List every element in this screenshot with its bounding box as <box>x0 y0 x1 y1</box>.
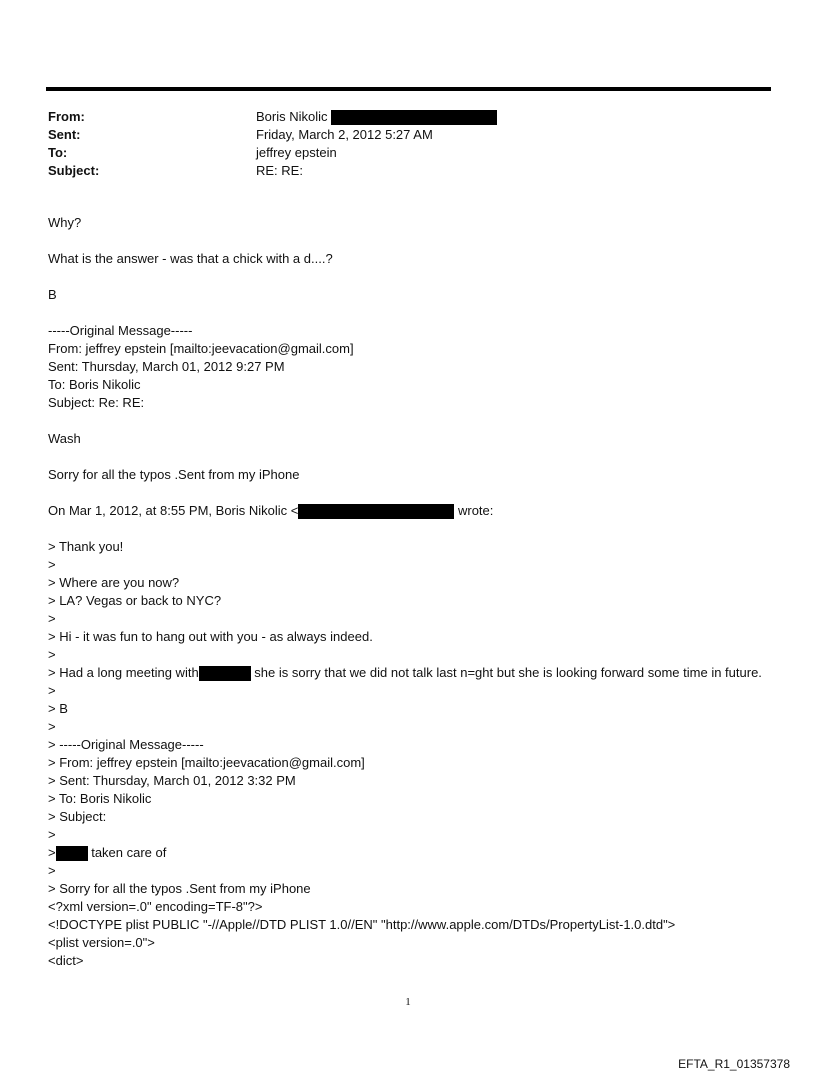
quoted-to: > To: Boris Nikolic <box>48 791 152 806</box>
sent-label: Sent: <box>48 127 81 142</box>
quoted-line: > Where are you now? <box>48 575 180 590</box>
quoted-sent: > Sent: Thursday, March 01, 2012 3:32 PM <box>48 773 296 788</box>
body-line: B <box>48 287 57 302</box>
original-subject: Subject: Re: RE: <box>48 395 145 410</box>
on-date-wrote-line: On Mar 1, 2012, at 8:55 PM, Boris Nikolic < wrote: <box>48 503 494 518</box>
redaction-block <box>199 666 251 681</box>
xml-line: <plist version=.0"> <box>48 935 155 950</box>
quoted-line: > LA? Vegas or back to NYC? <box>48 593 222 608</box>
email-header <box>48 108 768 180</box>
quoted-line: > <box>48 863 56 878</box>
original-to: To: Boris Nikolic <box>48 377 141 392</box>
quoted-line: > <box>48 719 56 734</box>
document-id: EFTA_R1_01357378 <box>678 1057 790 1071</box>
to-value: jeffrey epstein <box>256 145 337 160</box>
subject-label: Subject: <box>48 163 100 178</box>
from-row <box>48 108 768 126</box>
from-value: Boris Nikolic <box>256 109 328 124</box>
redaction-block <box>56 846 88 861</box>
from-value-wrap <box>256 108 497 126</box>
body-line: Wash <box>48 431 81 446</box>
quoted-line: > <box>48 557 56 572</box>
quoted-line: > Hi - it was fun to hang out with you - as always indeed. <box>48 629 373 644</box>
quoted-line: > <box>48 647 56 662</box>
body-line: Why? <box>48 215 82 230</box>
subject-value: RE: RE: <box>256 163 303 178</box>
quoted-line: > <box>48 683 56 698</box>
quoted-original-divider: > -----Original Message----- <box>48 737 204 752</box>
xml-line: <?xml version=.0" encoding=TF-8"?> <box>48 899 263 914</box>
email-body <box>48 214 768 970</box>
body-line: What is the answer - was that a chick with a d....? <box>48 251 333 266</box>
sent-value: Friday, March 2, 2012 5:27 AM <box>256 127 433 142</box>
to-label: To: <box>48 145 68 160</box>
original-message-divider: -----Original Message----- <box>48 323 193 338</box>
redaction-block <box>331 110 497 125</box>
quoted-line: > <box>48 827 56 842</box>
page-number: 1 <box>405 996 411 1008</box>
quoted-line: > Sorry for all the typos .Sent from my iPhone <box>48 881 311 896</box>
subject-row <box>48 162 768 180</box>
to-row <box>48 144 768 162</box>
original-sent: Sent: Thursday, March 01, 2012 9:27 PM <box>48 359 285 374</box>
quoted-from: > From: jeffrey epstein [mailto:jeevacation@gmail.com] <box>48 755 365 770</box>
xml-line: <dict> <box>48 953 84 968</box>
quoted-line: > B <box>48 701 68 716</box>
quoted-line: > <box>48 611 56 626</box>
body-line: Sorry for all the typos .Sent from my iPhone <box>48 467 300 482</box>
quoted-meeting-line: > Had a long meeting with she is sorry that we did not talk last n=ght but she is looking forward some time in future. <box>48 665 762 680</box>
from-label: From: <box>48 109 85 124</box>
original-from: From: jeffrey epstein [mailto:jeevacation@gmail.com] <box>48 341 354 356</box>
quoted-taken-line: > taken care of <box>48 845 167 860</box>
quoted-line: > Thank you! <box>48 539 124 554</box>
xml-line: <!DOCTYPE plist PUBLIC "-//Apple//DTD PLIST 1.0//EN" "http://www.apple.com/DTDs/PropertyList-1.0.dtd"> <box>48 917 676 932</box>
sent-row <box>48 126 768 144</box>
redaction-block <box>298 504 454 519</box>
header-rule <box>46 87 771 91</box>
quoted-subject: > Subject: <box>48 809 107 824</box>
